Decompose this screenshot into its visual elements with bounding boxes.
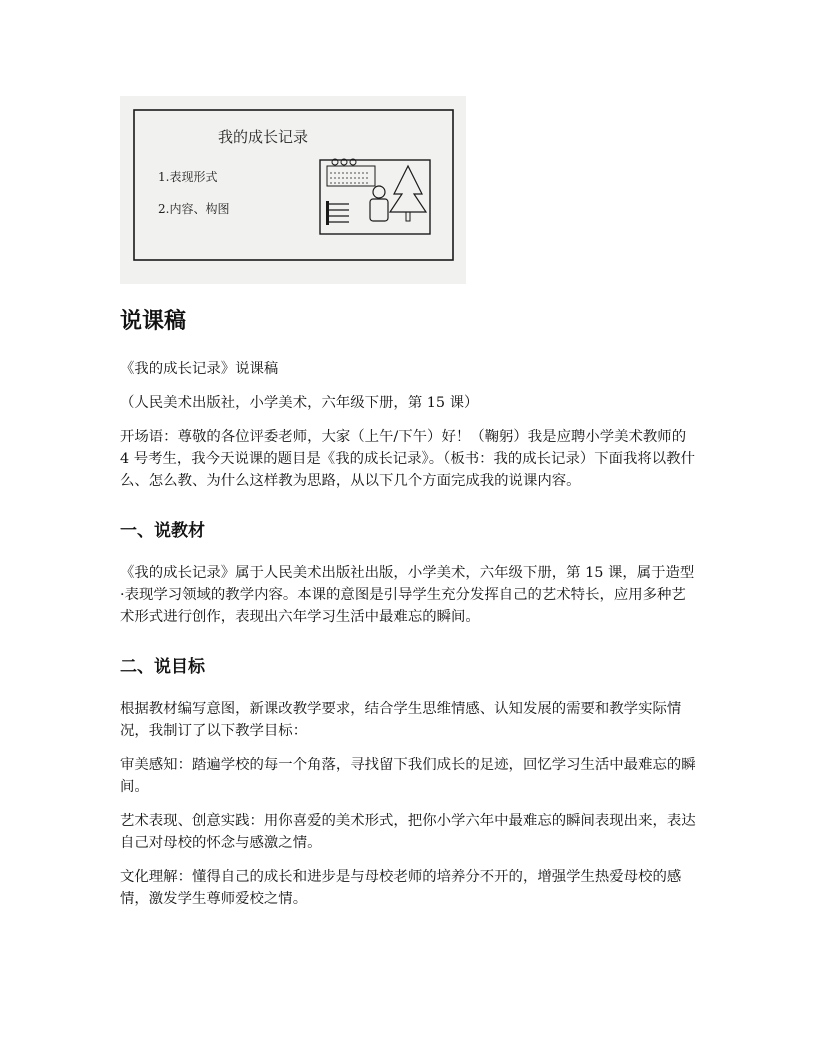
section-heading-goals: 二、说目标 (120, 657, 205, 677)
board-item-1: 1.表现形式 (158, 170, 218, 184)
goal-culture: 文化理解：懂得自己的成长和进步是与母校老师的培养分不开的，增强学生热爱母校的感情，激发学生尊师爱校之情。 (120, 869, 682, 907)
page-title: 说课稿 (120, 309, 187, 334)
document-body (120, 306, 698, 910)
board-sketch-drawing (120, 96, 466, 284)
lesson-source: （人民美术出版社，小学美术，六年级下册，第 15 课） (120, 395, 479, 411)
section-heading-textbook: 一、说教材 (120, 521, 205, 541)
opening-paragraph: 开场语：尊敬的各位评委老师，大家（上午/下午）好！（鞠躬）我是应聘小学美术教师的 4 号考生，我今天说课的题目是《我的成长记录》。（板书：我的成长记录）下面我将以教什么、怎么教、为什么这样教为思路，从以下几个方面完成我的说课内容。 (120, 429, 695, 489)
textbook-paragraph: 《我的成长记录》属于人民美术出版社出版，小学美术，六年级下册，第 15 课，属于造型·表现学习领域的教学内容。本课的意图是引导学生充分发挥自己的艺术特长，应用多种艺术形式进行创作，表现出六年学习生活中最难忘的瞬间。 (120, 565, 695, 625)
goal-aesthetic: 审美感知：踏遍学校的每一个角落，寻找留下我们成长的足迹，回忆学习生活中最难忘的瞬间。 (120, 757, 696, 795)
lesson-subtitle: 《我的成长记录》说课稿 (120, 361, 279, 377)
board-title: 我的成长记录 (218, 128, 309, 146)
goals-intro: 根据教材编写意图，新课改教学要求，结合学生思维情感、认知发展的需要和教学实际情况，我制订了以下教学目标： (120, 701, 682, 739)
goal-expression: 艺术表现、创意实践：用你喜爱的美术形式，把你小学六年中最难忘的瞬间表现出来，表达自己对母校的怀念与感激之情。 (120, 813, 696, 851)
board-sketch-photo (120, 96, 466, 284)
sketch-picture-frame (320, 159, 430, 234)
board-item-2: 2.内容、构图 (158, 202, 230, 216)
